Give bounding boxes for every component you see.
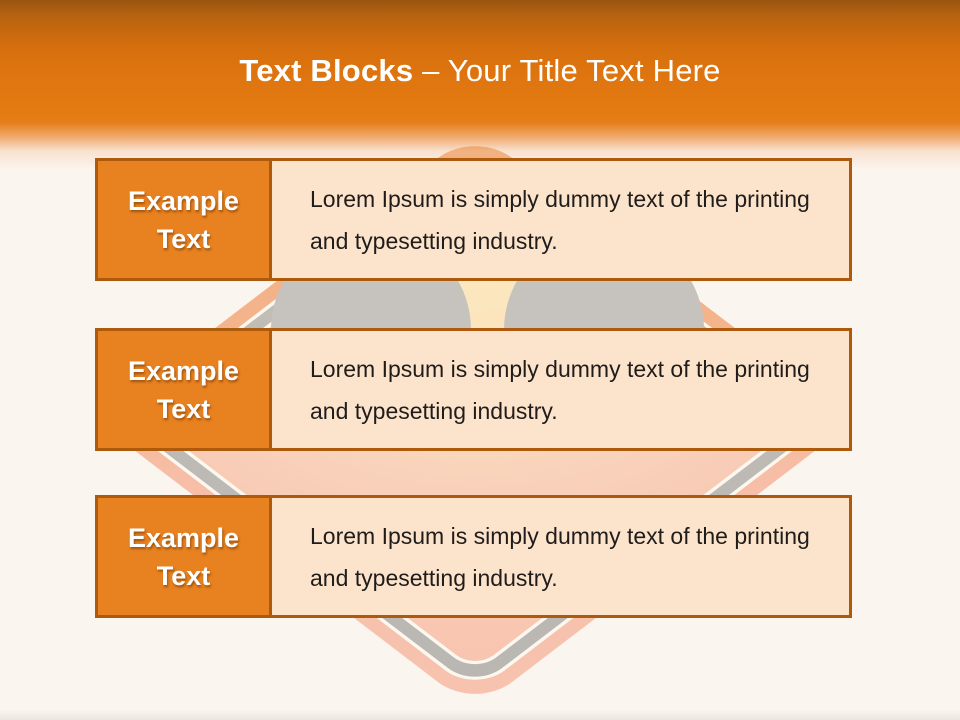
label-line: Text [156, 393, 211, 424]
body-text: Lorem Ipsum is simply dummy text of the printing and typesetting industry. [310, 185, 810, 254]
text-block-3-label[interactable] [95, 495, 272, 618]
text-block-2-label[interactable] [95, 328, 272, 451]
page-title-rest: – Your Title Text Here [422, 53, 721, 88]
text-block-1-body[interactable] [272, 158, 852, 281]
text-block-3-body[interactable] [272, 495, 852, 618]
label-line: Text [156, 560, 211, 591]
label-line: Example [127, 522, 240, 553]
header-band [0, 0, 960, 170]
page-title-bold: Text Blocks [239, 53, 414, 88]
bottom-shadow [0, 710, 960, 720]
label-line: Example [127, 185, 240, 216]
label-line: Text [156, 223, 211, 254]
text-block-3[interactable] [95, 495, 852, 618]
text-block-1[interactable] [95, 158, 852, 281]
page-title[interactable] [0, 0, 960, 88]
text-block-2[interactable] [95, 328, 852, 451]
text-block-1-label[interactable] [95, 158, 272, 281]
label-line: Example [127, 355, 240, 386]
body-text: Lorem Ipsum is simply dummy text of the printing and typesetting industry. [310, 522, 810, 591]
text-block-2-body[interactable] [272, 328, 852, 451]
body-text: Lorem Ipsum is simply dummy text of the printing and typesetting industry. [310, 355, 810, 424]
